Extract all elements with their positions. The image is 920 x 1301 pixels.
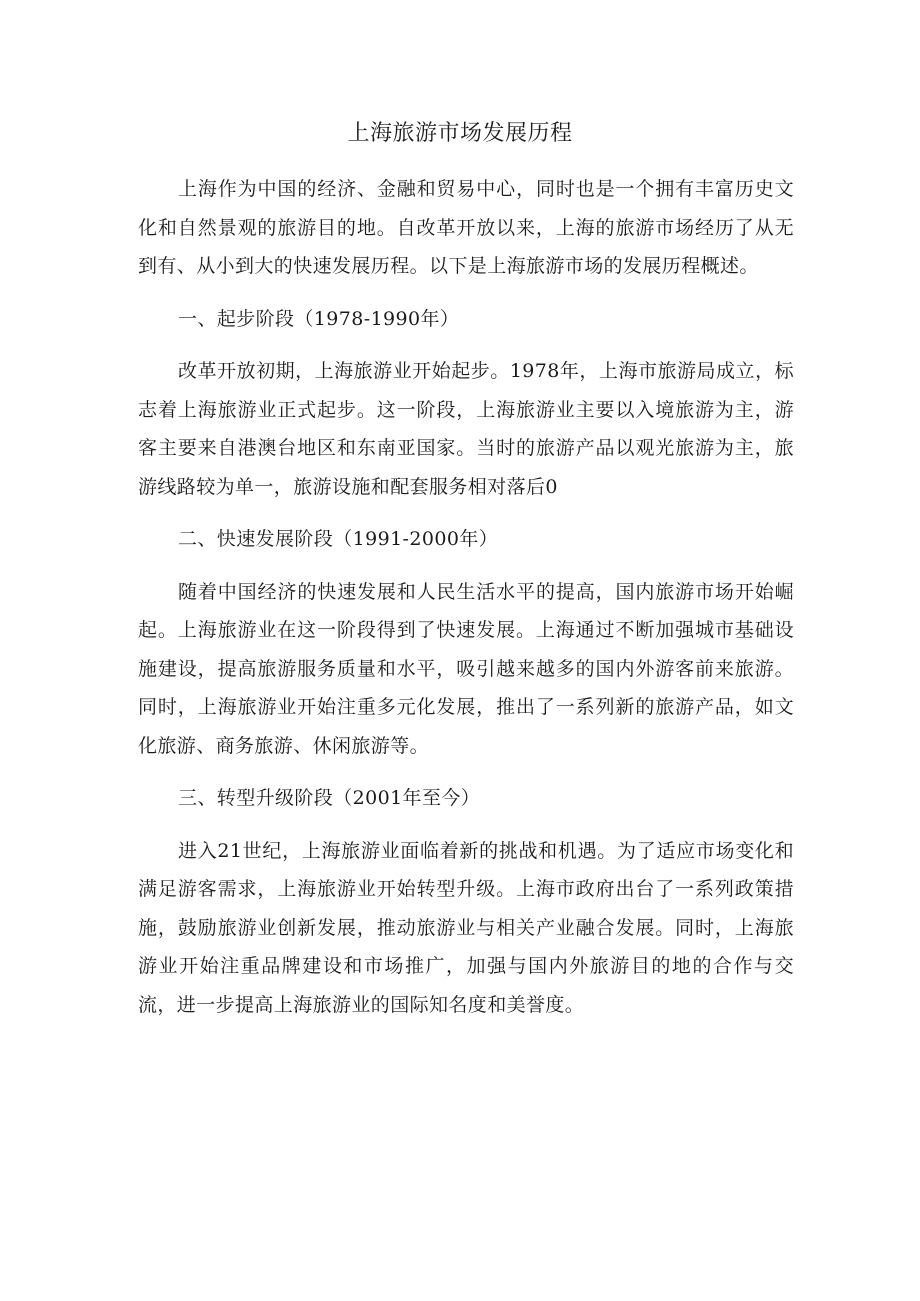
section-paragraph-1: 改革开放初期，上海旅游业开始起步。1978年，上海市旅游局成立，标志着上海旅游业正式起步。这一阶段，上海旅游业主要以入境旅游为主，游客主要来自港澳台地区和东南亚国家。当时的旅游产品以观光旅游为主，旅游线路较为单一，旅游设施和配套服务相对落后0 bbox=[138, 360, 794, 498]
section-heading-2: 二、快速发展阶段（1991-2000年） bbox=[178, 528, 499, 550]
section-heading-1: 一、起步阶段（1978-1990年） bbox=[178, 307, 460, 330]
intro-paragraph: 上海作为中国的经济、金融和贸易中心，同时也是一个拥有丰富历史文化和自然景观的旅游目的地。自改革开放以来，上海的旅游市场经历了从无到有、从小到大的快速发展历程。以下是上海旅游市场的发展历程概述。 bbox=[138, 178, 794, 277]
document-title: 上海旅游市场发展历程 bbox=[347, 121, 573, 146]
section-paragraph-3: 进入21世纪，上海旅游业面临着新的挑战和机遇。为了适应市场变化和满足游客需求，上海旅游业开始转型升级。上海市政府出台了一系列政策措施，鼓励旅游业创新发展，推动旅游业与相关产业融合发展。同时，上海旅游业开始注重品牌建设和市场推广，加强与国内外旅游目的地的合作与交流，进一步提高上海旅游业的国际知名度和美誉度。 bbox=[138, 839, 794, 1016]
document-body bbox=[138, 170, 794, 1038]
section-heading-3: 三、转型升级阶段（2001年至今） bbox=[178, 787, 481, 809]
section-paragraph-2: 随着中国经济的快速发展和人民生活水平的提高，国内旅游市场开始崛起。上海旅游业在这一阶段得到了快速发展。上海通过不断加强城市基础设施建设，提高旅游服务质量和水平，吸引越来越多的国内外游客前来旅游。同时，上海旅游业开始注重多元化发展，推出了一系列新的旅游产品，如文化旅游、商务旅游、休闲旅游等。 bbox=[138, 580, 794, 757]
